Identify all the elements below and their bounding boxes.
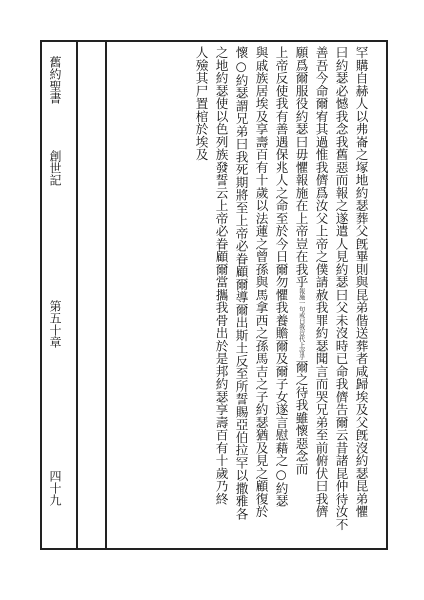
chapter-label: 第五十章 bbox=[48, 300, 62, 348]
text-column bbox=[294, 46, 307, 475]
margin-divider bbox=[105, 40, 107, 550]
text-run: 曰約瑟必憾我念我舊惡而報之遂遣人見約瑟曰父未沒時已命我儕告爾云昔諸昆仲待汝不 bbox=[333, 46, 349, 531]
text-column bbox=[194, 46, 207, 161]
interlinear-note: 報施一句或曰我豈代上帝乎 bbox=[297, 288, 305, 361]
book-name: 創世記 bbox=[48, 150, 62, 186]
text-run: 與戚族居埃及享壽百有十歲以法蓮之曾孫與馬拿西之孫馬吉之子約瑟猶及見之顧復於 bbox=[253, 46, 269, 518]
text-column bbox=[254, 46, 267, 518]
text-column bbox=[354, 46, 367, 518]
margin-divider bbox=[76, 40, 78, 550]
text-column bbox=[214, 46, 227, 505]
text-run: 善吾今命爾宥其過惟我儕爲汝父上帝之僕請赦我罪約瑟聞言而哭兄弟至前俯伏曰我儕 bbox=[313, 46, 329, 518]
text-column bbox=[334, 46, 347, 531]
text-run: 之地約瑟使以色列族發誓云上帝必眷顧爾當攜我骨出於是邦約瑟享壽百有十歲乃終 bbox=[213, 46, 229, 505]
text-run: 人殮其尸置棺於埃及 bbox=[193, 46, 209, 161]
text-run: 懷○約瑟謂兄弟曰我死期將至上帝必眷顧爾導爾出斯土反至所誓賜亞伯拉罕以撒雅各 bbox=[233, 46, 249, 521]
text-column bbox=[234, 46, 247, 520]
book-title: 舊約聖書 bbox=[48, 56, 62, 104]
text-run: 願爲爾服役約瑟曰毋懼報施在上帝豈在我乎 bbox=[293, 46, 309, 289]
text-column bbox=[274, 46, 287, 507]
text-column bbox=[314, 46, 327, 518]
text-run: 罕購自赫人以弗崙之塚地約瑟葬父旣畢則與昆弟偕送葬者咸歸埃及父旣沒約瑟昆弟懼 bbox=[353, 46, 369, 518]
page-number: 四十九 bbox=[48, 470, 62, 506]
text-run: 上帝反使我有善遇保兆人之命至於今日爾勿懼我養贍爾及爾子女遂言慰藉之○約瑟 bbox=[273, 46, 289, 508]
text-run: 爾之待我雖懷惡念而 bbox=[293, 360, 309, 475]
